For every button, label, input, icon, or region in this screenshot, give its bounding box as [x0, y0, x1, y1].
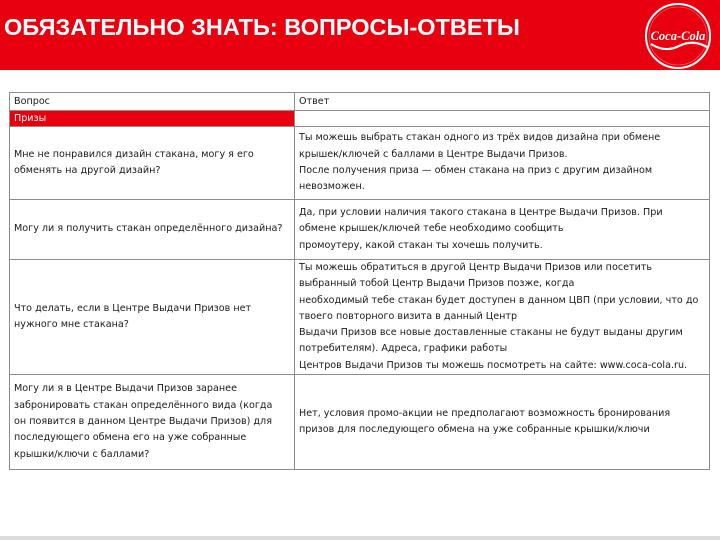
section-label: Призы — [10, 111, 295, 127]
qa-table — [9, 92, 710, 470]
table-row — [10, 200, 710, 260]
question-line: Могу ли я получить стакан определённого дизайна? — [14, 223, 283, 235]
answer-line: Ты можешь выбрать стакан одного из трёх видов дизайна при обмене — [299, 132, 661, 144]
answer-line: твоего повторного визита в данный Центр — [299, 310, 518, 322]
question-cell — [10, 127, 295, 200]
question-line: забронировать стакан определённого вида (когда — [14, 399, 273, 411]
answer-line: необходимый тебе стакан будет доступен в данном ЦВП (при условии, что до — [299, 294, 699, 306]
column-header-answer: Ответ — [295, 93, 710, 111]
page-title: ОБЯЗАТЕЛЬНО ЗНАТЬ: ВОПРОСЫ-ОТВЕТЫ — [4, 14, 520, 40]
answer-line: промоутеру, какой стакан ты хочешь получить. — [299, 239, 543, 251]
answer-line: обмене крышек/ключей тебе необходимо сообщить — [299, 223, 564, 235]
header-banner — [0, 0, 720, 70]
bottom-strip — [0, 536, 720, 540]
table-header-row — [10, 93, 710, 111]
table-row — [10, 375, 710, 470]
answer-line: призов для последующего обмена на уже собранные крышки/ключи — [299, 424, 650, 436]
answer-line: потребителям). Адреса, графики работы — [299, 343, 508, 355]
answer-cell — [295, 200, 710, 260]
answer-cell — [295, 260, 710, 375]
answer-line: крышек/ключей с баллами в Центре Выдачи Призов. — [299, 148, 568, 160]
question-line: крышки/ключи с баллами? — [14, 448, 150, 460]
question-line: Мне не понравился дизайн стакана, могу я его — [14, 148, 254, 160]
question-line: последующего обмена его на уже собранные — [14, 432, 247, 444]
section-row — [10, 111, 710, 127]
table-row — [10, 260, 710, 375]
answer-cell — [295, 375, 710, 470]
question-line: он появится в данном Центре Выдачи Призов) для — [14, 415, 272, 427]
header-divider — [0, 70, 720, 71]
answer-line: выбранный тобой Центр Выдачи Призов позже, когда — [299, 278, 575, 290]
question-cell — [10, 260, 295, 375]
question-line: обменять на другой дизайн? — [14, 165, 161, 176]
section-blank-cell — [295, 111, 710, 127]
coca-cola-logo-icon — [645, 3, 711, 69]
answer-line: Центров Выдачи Призов ты можешь посмотреть на сайте: www.coca-cola.ru. — [299, 359, 688, 371]
question-line: Могу ли я в Центре Выдачи Призов заранее — [14, 383, 237, 395]
answer-line: Ты можешь обратиться в другой Центр Выдачи Призов или посетить — [299, 262, 653, 273]
question-line: Что делать, если в Центре Выдачи Призов нет — [14, 302, 252, 314]
table-row — [10, 127, 710, 200]
question-line: нужного мне стакана? — [14, 319, 129, 331]
column-header-question: Вопрос — [10, 93, 295, 111]
question-cell — [10, 375, 295, 470]
answer-cell — [295, 127, 710, 200]
answer-line: Выдачи Призов все новые доставленные стаканы не будут выданы другим — [299, 327, 683, 339]
answer-line: Да, при условии наличия такого стакана в Центре Выдачи Призов. При — [299, 207, 663, 219]
answer-line: невозможен. — [299, 181, 365, 193]
answer-line: После получения приза — обмен стакана на приз с другим дизайном — [299, 165, 653, 176]
question-cell — [10, 200, 295, 260]
svg-text:Coca-Cola: Coca-Cola — [650, 29, 706, 43]
answer-line: Нет, условия промо-акции не предполагают возможность бронирования — [299, 407, 671, 419]
